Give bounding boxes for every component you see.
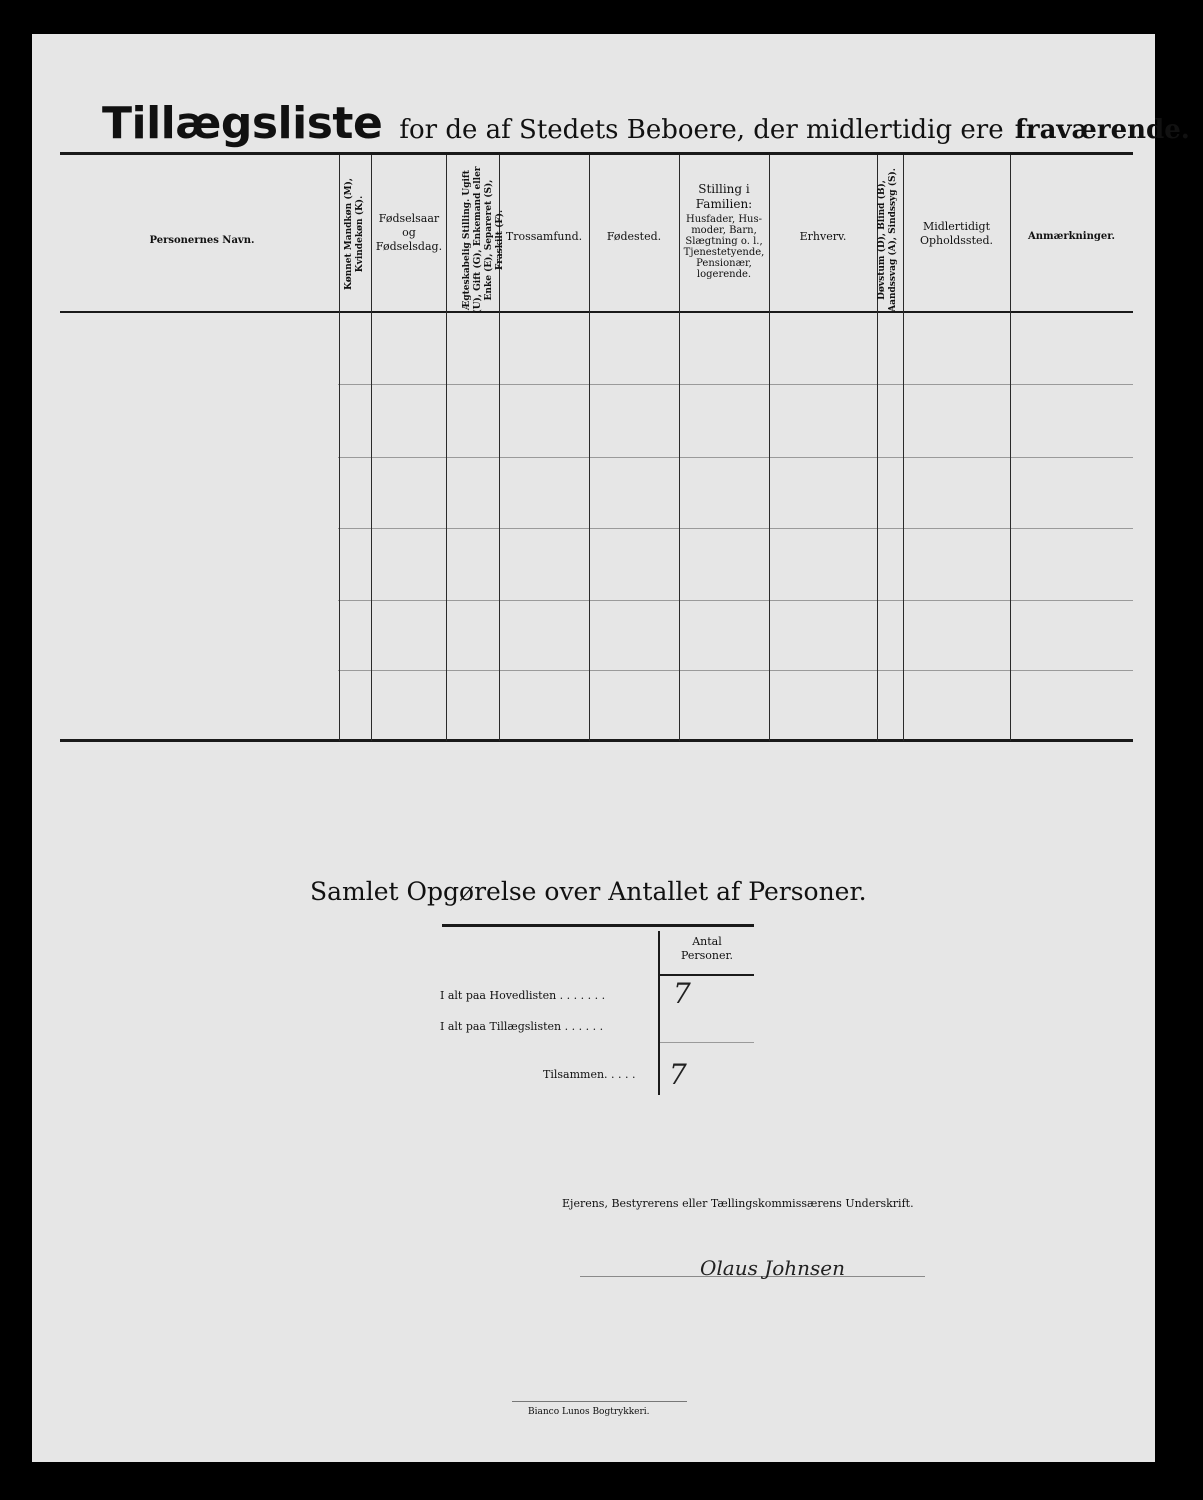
printer-imprint: Bianco Lunos Bogtrykkeri. [528,1407,650,1417]
col-header-religion: Trossamfund. [505,230,583,243]
table-top-rule [60,152,1133,155]
summary-top-rule [442,924,754,927]
col-header-family-line-8: logerende. [696,269,752,280]
summary-value-tilsammen: 7 [669,1058,687,1091]
col-header-family-position [679,182,769,280]
summary-title: Samlet Opgørelse over Antallet af Personer. [310,877,867,906]
col-header-gender: Kønnet Mandkøn (M), Kvindekøn (K). [344,178,365,290]
col-header-birth-line-3: Fødselsdag. [375,240,443,253]
signature-handwritten: Olaus Johnsen [700,1256,846,1280]
summary-row-line [660,1042,754,1043]
table-bottom-rule [60,739,1133,742]
table-row-line [338,670,1133,671]
summary-count-header [660,935,754,963]
table-header-rule [60,311,1133,313]
col-header-family-line-4: moder, Barn, [691,225,757,236]
col-header-birth-line-1: Fødselsaar [378,212,440,225]
col-sep [446,155,447,741]
summary-count-header-line-1: Antal [692,935,722,948]
col-header-birthplace: Fødested. [606,230,662,243]
table-row-line [338,600,1133,601]
col-header-remarks: Anmærkninger. [1027,231,1116,242]
summary-header-rule [660,974,754,976]
col-header-birth [372,212,446,254]
col-header-name: Personernes Navn. [149,235,255,246]
col-header-family-line-3: Husfader, Hus- [686,214,762,225]
summary-value-hovedlisten: 7 [673,977,691,1010]
title-main: Tillægsliste [102,98,383,149]
summary-label-hovedlisten: I alt paa Hovedlisten . . . . . . . [440,989,606,1002]
col-header-temp-residence [903,220,1010,248]
col-header-disability: Døvstum (D), Blind (B), Aandssvag (A), Sindssyg (S). [877,168,898,312]
census-form-sheet [32,34,1190,1462]
col-header-temp-line-2: Opholdssted. [919,234,994,247]
col-header-temp-line-1: Midlertidigt [922,220,991,233]
col-header-family-line-6: Tjenestetyende, [683,247,765,258]
table-row-line [338,384,1133,385]
table-row-line [338,528,1133,529]
printer-rule [512,1401,687,1402]
col-header-family-line-7: Pensionær, [696,258,752,269]
col-header-birth-line-2: og [402,226,416,239]
form-title [102,98,1190,149]
title-emphasis: fraværende. [1014,115,1190,145]
signature-caption: Ejerens, Bestyrerens eller Tællingskommissærens Underskrift. [562,1197,914,1210]
summary-label-tillaegslisten: I alt paa Tillægslisten . . . . . . [440,1020,604,1033]
col-header-occupation: Erhverv. [799,230,847,243]
summary-label-tilsammen: Tilsammen. . . . . [543,1068,636,1081]
col-header-family-line-1: Stilling i [698,182,750,196]
table-row-line [338,457,1133,458]
col-header-marital: Ægteskabelig Stilling. Ugift (U), Gift (G), Enkemand eller Enke (E), Separeret (S), Fraskilt (F). [462,166,505,314]
col-header-family-line-2: Familien: [695,197,753,211]
summary-count-header-line-2: Personer. [680,949,734,962]
col-header-family-line-5: Slægtning o. l., [685,236,763,247]
title-rest: for de af Stedets Beboere, der midlertidig ere [399,115,1004,145]
col-sep [339,155,340,741]
